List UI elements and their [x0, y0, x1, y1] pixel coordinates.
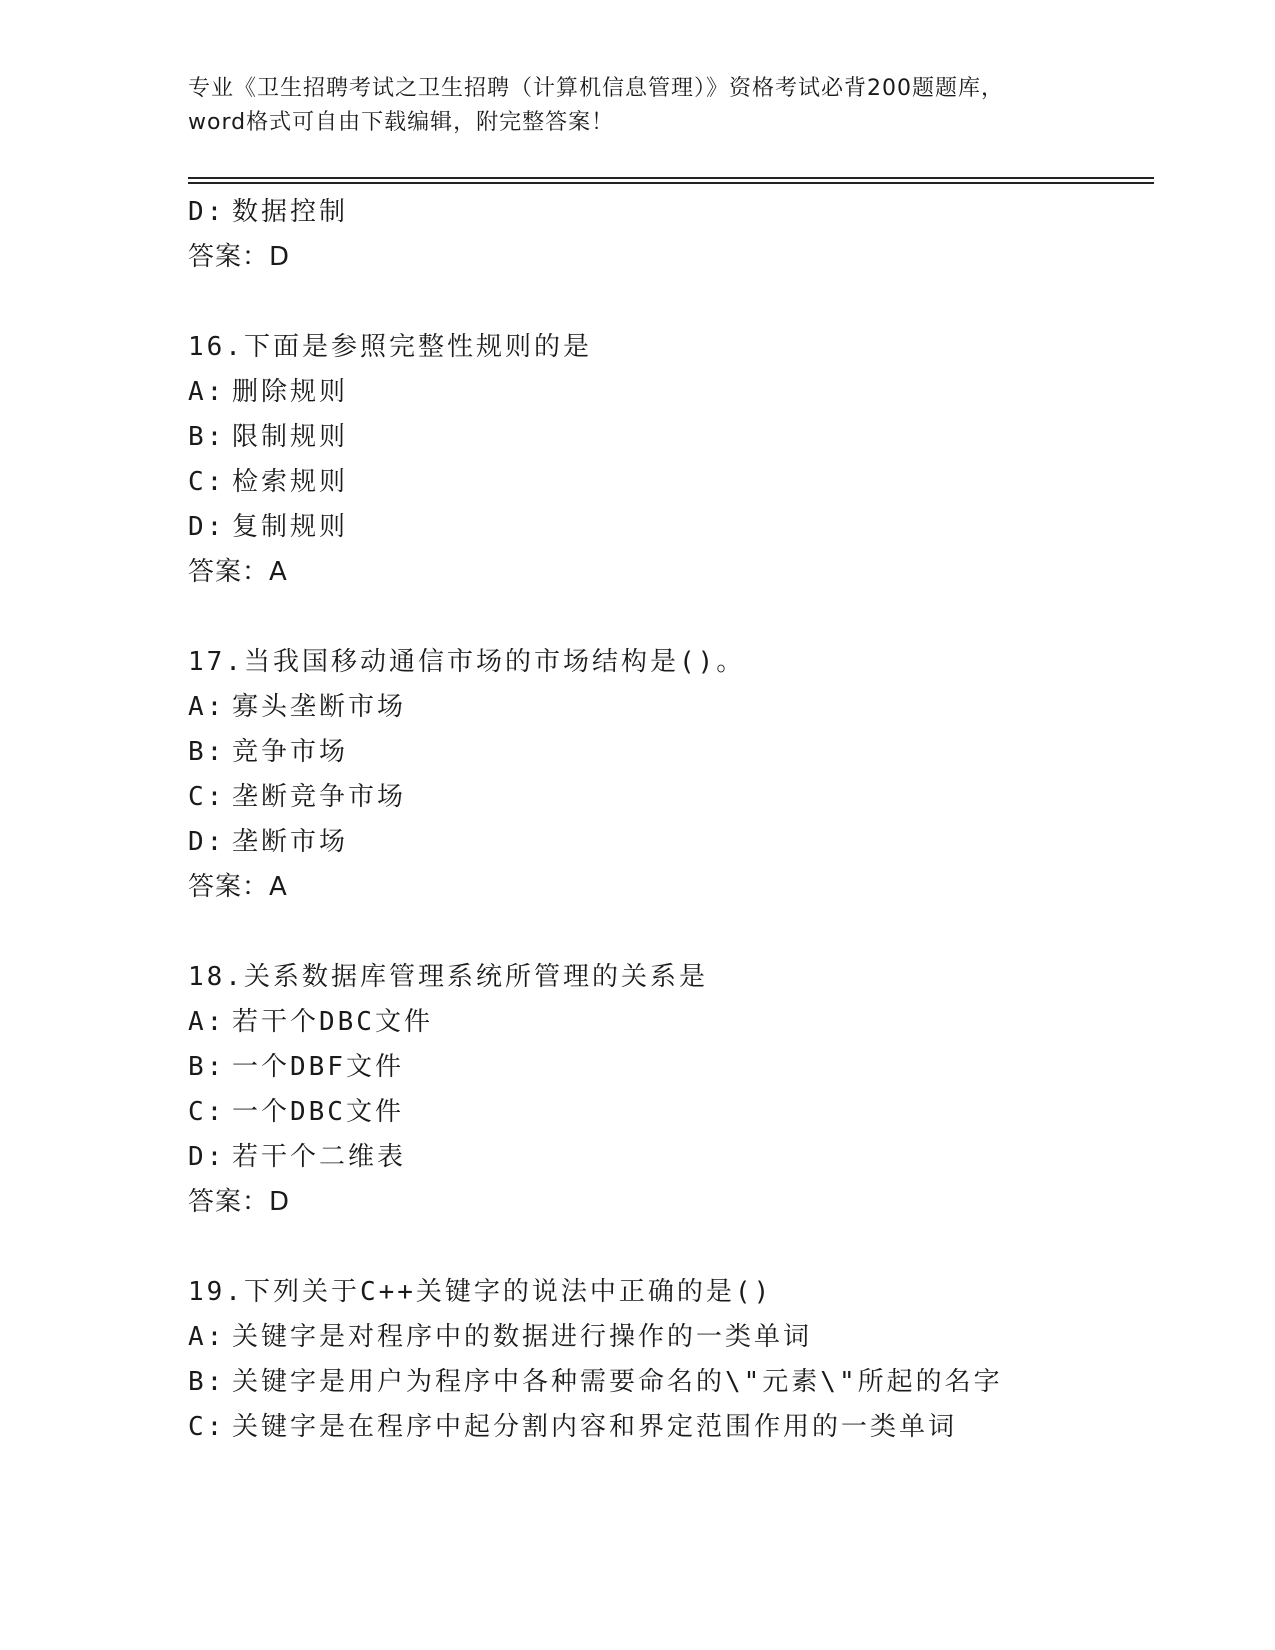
answer: 答案：A	[188, 872, 288, 902]
option-label: D:	[188, 197, 226, 227]
prev-option-d	[188, 190, 1168, 235]
option-label: D:	[188, 827, 226, 857]
option-text: 垄断市场	[232, 827, 349, 857]
option-label: C:	[188, 467, 226, 497]
option-c	[188, 1405, 1168, 1450]
option-text: 关键字是用户为程序中各种需要命名的\"元素\"所起的名字	[232, 1367, 1003, 1397]
answer: 答案：D	[188, 1187, 291, 1217]
question-stem: 19.下列关于C++关键字的说法中正确的是()	[188, 1277, 773, 1307]
option-a	[188, 1315, 1168, 1360]
option-c	[188, 460, 1168, 505]
option-text: 限制规则	[232, 422, 349, 452]
option-label: C:	[188, 1412, 226, 1442]
option-label: A:	[188, 692, 226, 722]
option-label: B:	[188, 737, 226, 767]
option-label: B:	[188, 422, 226, 452]
header-line-2: word格式可自由下载编辑，附完整答案！	[188, 110, 615, 135]
header-divider-bottom	[188, 182, 1154, 184]
option-b	[188, 415, 1168, 460]
question-stem: 18.关系数据库管理系统所管理的关系是	[188, 962, 708, 992]
prev-answer: 答案：D	[188, 242, 291, 272]
option-label: A:	[188, 1007, 226, 1037]
option-label: B:	[188, 1052, 226, 1082]
option-label: D:	[188, 1142, 226, 1172]
option-text: 一个DBF文件	[232, 1052, 404, 1082]
option-label: C:	[188, 782, 226, 812]
header-line-1: 专业《卫生招聘考试之卫生招聘（计算机信息管理）》资格考试必背200题题库，	[188, 76, 1004, 101]
option-label: C:	[188, 1097, 226, 1127]
option-text: 若干个二维表	[232, 1142, 407, 1172]
option-text: 关键字是在程序中起分割内容和界定范围作用的一类单词	[232, 1412, 958, 1442]
option-a	[188, 1000, 1168, 1045]
option-text: 垄断竞争市场	[232, 782, 407, 812]
question-stem: 16.下面是参照完整性规则的是	[188, 332, 592, 362]
option-text: 关键字是对程序中的数据进行操作的一类单词	[232, 1322, 813, 1352]
option-label: A:	[188, 377, 226, 407]
option-text: 若干个DBC文件	[232, 1007, 433, 1037]
question-list	[188, 190, 1168, 1450]
option-b	[188, 730, 1168, 775]
option-a	[188, 685, 1168, 730]
option-label: A:	[188, 1322, 226, 1352]
option-text: 数据控制	[232, 197, 349, 227]
answer: 答案：A	[188, 557, 288, 587]
option-d	[188, 820, 1168, 865]
option-text: 删除规则	[232, 377, 349, 407]
option-d	[188, 1135, 1168, 1180]
option-text: 一个DBC文件	[232, 1097, 404, 1127]
option-d	[188, 505, 1168, 550]
option-text: 竞争市场	[232, 737, 349, 767]
option-a	[188, 370, 1168, 415]
option-label: D:	[188, 512, 226, 542]
option-label: B:	[188, 1367, 226, 1397]
option-b	[188, 1045, 1168, 1090]
question-stem: 17.当我国移动通信市场的市场结构是()。	[188, 647, 746, 677]
option-c	[188, 775, 1168, 820]
option-text: 寡头垄断市场	[232, 692, 407, 722]
document-header	[188, 72, 1088, 140]
header-divider-top	[188, 177, 1154, 179]
option-c	[188, 1090, 1168, 1135]
option-b	[188, 1360, 1168, 1405]
option-text: 检索规则	[232, 467, 349, 497]
option-text: 复制规则	[232, 512, 349, 542]
